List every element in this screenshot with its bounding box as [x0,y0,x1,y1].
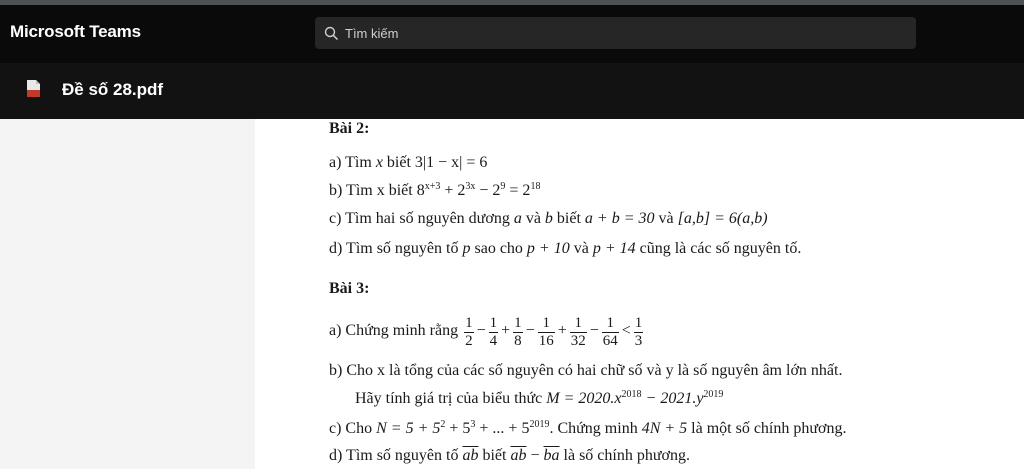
fraction [513,315,523,350]
viewer-gutter [0,119,255,469]
pdf-file-icon [27,80,40,97]
operator: − [476,322,486,339]
file-name: Đề số 28.pdf [62,80,164,99]
title-bar [0,0,1024,63]
denominator: 32 [570,332,586,349]
numerator: 1 [602,315,619,333]
bai2-a: a) Tìm x biết 3|1 − x| = 6 [329,154,488,171]
operator: − [589,322,599,339]
file-header [0,63,1024,119]
bai3-b-line2: Hãy tính giá trị của biểu thức $M = 2020.x^{2018} - 2021.y^{2019}$ [355,389,724,407]
numerator: 1 [514,314,522,331]
bai3-b-line1: b) Cho x là tổng của các số nguyên có hai chữ số và y là số nguyên âm lớn nhất. [329,362,843,379]
denominator: 8 [514,332,522,349]
fraction [570,315,587,350]
bai2-heading: Bài 2: [329,120,370,137]
numerator: 1 [465,314,473,331]
fraction [602,315,619,350]
fraction [464,315,474,350]
denominator: 4 [489,332,498,349]
bai3-a: a) Chứng minh rằng $\frac{1}{2}$ − $\frac{1}{4}$ + $\frac{1}{8}$ − $\frac{1}{16}$ + $\frac{1}{32}$ − $\frac{1}{64}$ < $\frac{1}{3}$ [329,313,645,349]
bai2-c: c) Tìm hai số nguyên dương a và b biết a + b = 30 và [a,b] = 6(a,b) [329,210,768,227]
denominator: 16 [538,332,554,349]
bai3-c: c) Cho $N = 5 + 5^2 + 5^3$ + ... + $5^{2019}$. Chứng minh 4N + 5 là một số chính phương. [329,419,847,437]
fraction [489,315,499,350]
operator: < [621,322,631,339]
denominator: 2 [465,332,473,349]
search-box[interactable] [315,17,916,49]
numerator: 1 [538,315,555,333]
bai2-d: d) Tìm số nguyên tố p sao cho p + 10 và p + 14 cũng là các số nguyên tố. [329,240,802,257]
fraction [634,315,644,350]
operator: − [525,322,535,339]
operator: + [557,322,567,339]
window-edge [0,0,1024,5]
bai3-heading: Bài 3: [329,280,370,297]
denominator: 64 [602,332,618,349]
numerator: 1 [634,314,643,331]
search-icon [324,26,339,41]
app-title: Microsoft Teams [10,22,141,41]
bai2-b: b) Tìm x biết $8^{x+3} + 2^{3x} - 2^9 = 2^{18}$ [329,181,541,199]
bai3-d: d) Tìm số nguyên tố $\overline{ab}$ biết $\overline{ab} - \overline{ba}$ là số chính phương. [329,447,690,464]
numerator: 1 [570,315,587,333]
pdf-page [255,119,1024,469]
fraction [538,315,555,350]
numerator: 1 [489,314,498,331]
operator: + [501,322,511,339]
denominator: 3 [634,332,643,349]
search-input[interactable] [345,22,905,44]
